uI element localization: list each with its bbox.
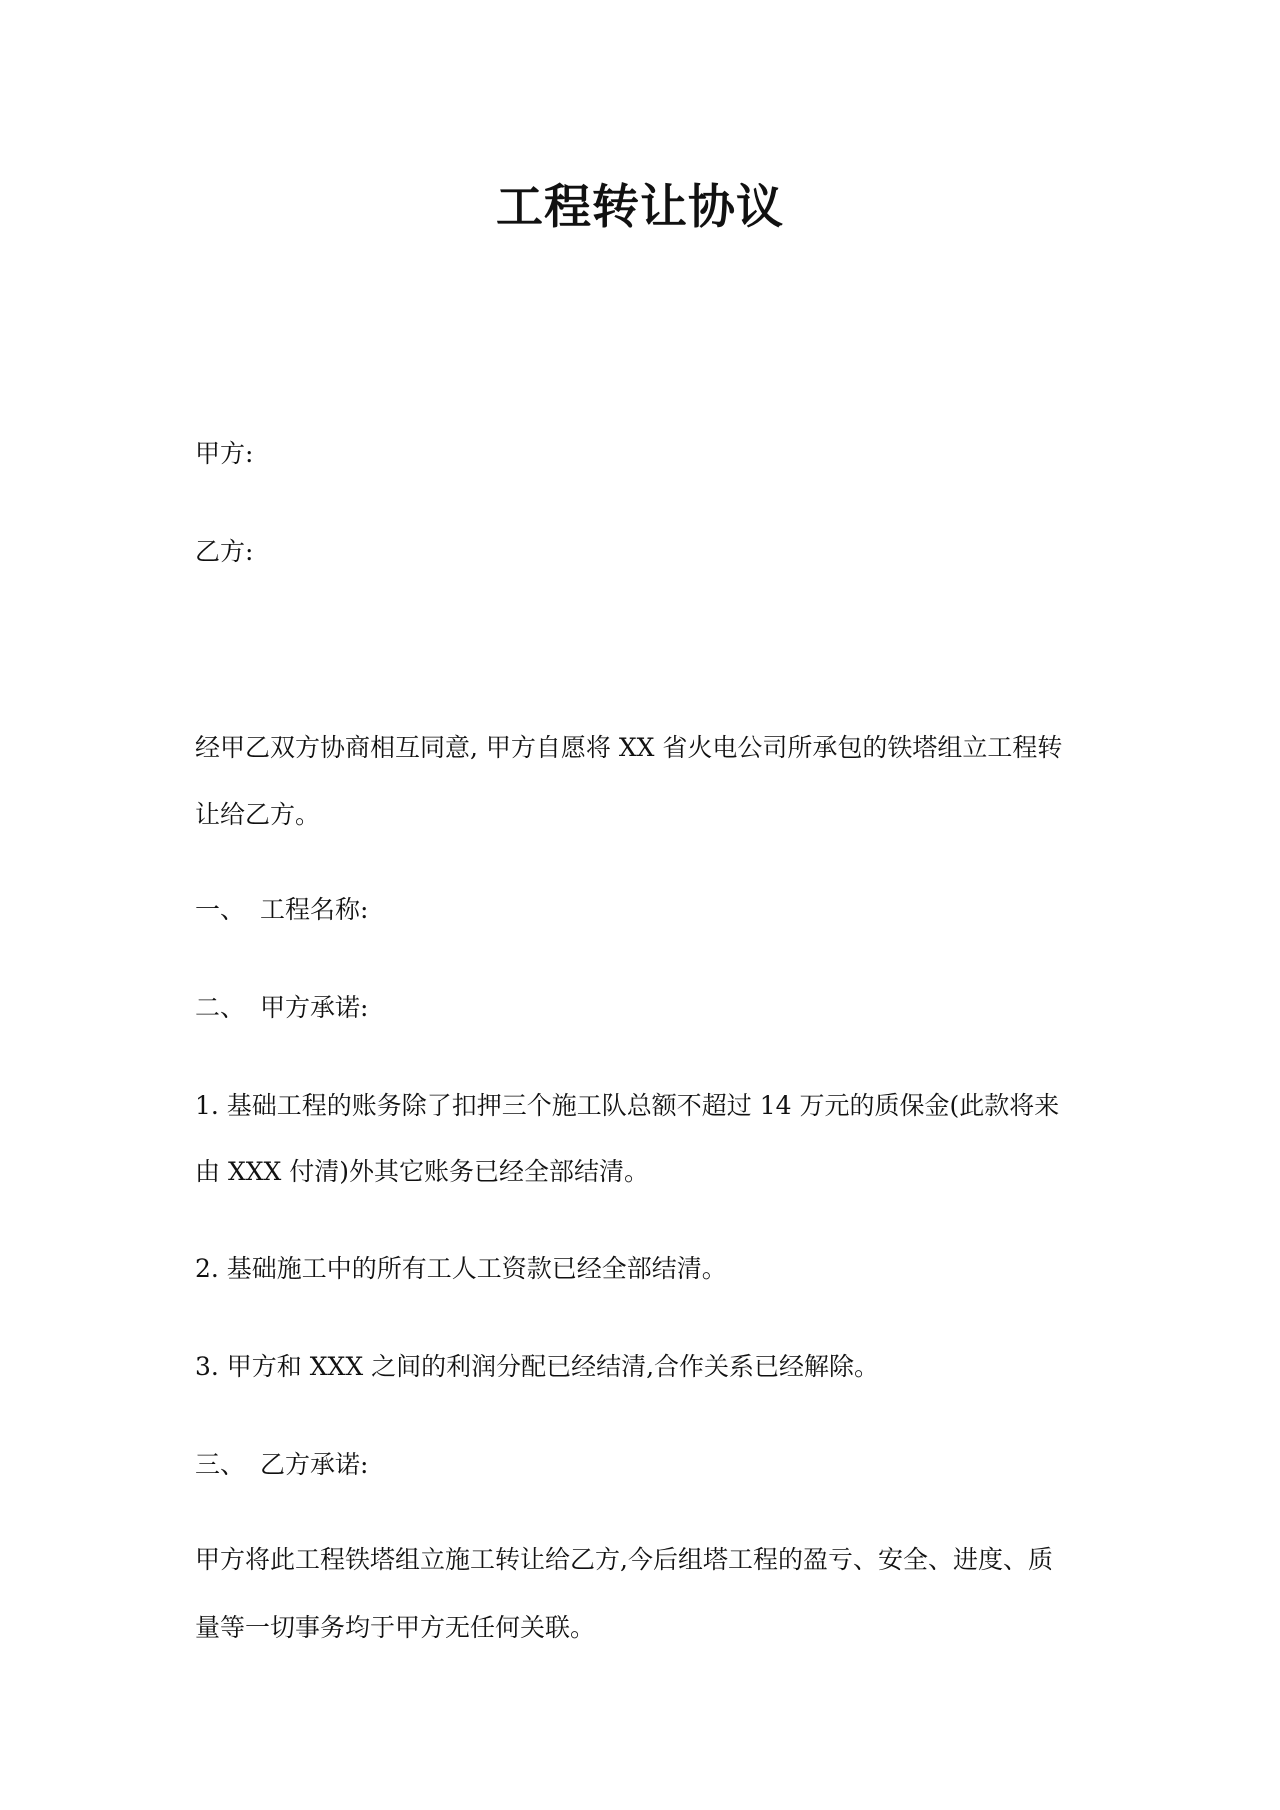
section-heading-1	[195, 892, 1095, 928]
section-number-2: 二、	[195, 993, 246, 1022]
commitment-a-line-1: 1. 基础工程的账务除了扣押三个施工队总额不超过 14 万元的质保金(此款将来	[195, 1091, 1060, 1120]
section-heading-3	[195, 1447, 1095, 1483]
intro-line-2: 让给乙方。	[195, 800, 321, 829]
section-heading-2	[195, 990, 1095, 1026]
party-b-label: 乙方:	[195, 537, 254, 566]
commitment-b-line-1: 甲方将此工程铁塔组立施工转让给乙方,今后组塔工程的盈亏、安全、进度、质	[195, 1545, 1053, 1574]
section-title-1: 工程名称:	[260, 895, 369, 924]
commitment-a-line-4: 3. 甲方和 XXX 之间的利润分配已经结清,合作关系已经解除。	[195, 1352, 880, 1381]
section-number-3: 三、	[195, 1450, 246, 1479]
party-a-label: 甲方:	[195, 439, 254, 468]
commitment-a-line-2: 由 XXX 付清)外其它账务已经全部结清。	[195, 1157, 650, 1186]
section-title-2: 甲方承诺:	[260, 993, 369, 1022]
commitment-a-line-3: 2. 基础施工中的所有工人工资款已经全部结清。	[195, 1254, 727, 1283]
section-title-3: 乙方承诺:	[260, 1450, 369, 1479]
intro-line-1: 经甲乙双方协商相互同意, 甲方自愿将 XX 省火电公司所承包的铁塔组立工程转	[195, 733, 1063, 762]
section-number-1: 一、	[195, 895, 246, 924]
document-title: 工程转让协议	[496, 180, 784, 235]
commitment-b-line-2: 量等一切事务均于甲方无任何关联。	[195, 1613, 596, 1642]
